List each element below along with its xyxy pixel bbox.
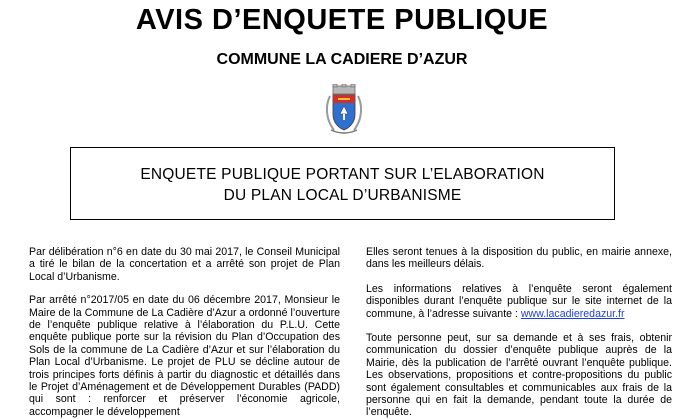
website-link[interactable]: www.lacadieredazur.fr	[520, 307, 625, 320]
paragraph-text: Les informations relatives à l’enquête seront également disponibles durant l’enquête publique sur le site internet de la commune, à l’adresse suivante :	[366, 282, 672, 320]
paragraph	[366, 283, 672, 320]
paragraph: Toute personne peut, sur sa demande et à ses frais, obtenir communication du dossier d’enquête publique auprès de la Mairie, dès la publication de l’arrêté ouvrant l’enquête publique. Les observations, propositions et contre-propositions du public sont également consultables et communicables aux frais de la personne qui en fait la demande, pendant toute la durée de l’enquête.	[366, 332, 672, 419]
right-column	[366, 246, 672, 419]
left-column	[29, 246, 340, 418]
paragraph: Par arrêté n°2017/05 en date du 06 décembre 2017, Monsieur le Maire de la Commune de La Cadière d’Azur a ordonné l’ouverture de l’enquête publique relative à l’élaboration du P.L.U. Cette enquête publique porte sur la révision du Plan d’Occupation des Sols de la commune de La Cadière d’Azur et sur l’élaboration du Plan Local d’Urbanisme. Le projet de PLU se décline autour de trois principes forts définis à partir du diagnostic et détaillés dans le Projet d’Aménagement et de Développement Durables (PADD) qui sont : renforcer et préserver l’économie agricole, accompagner le développement	[29, 294, 340, 418]
notice-box	[70, 147, 615, 220]
notice-box-line-2: DU PLAN LOCAL D’URBANISME	[223, 187, 462, 204]
paragraph: Elles seront tenues à la disposition du public, en mairie annexe, dans les meilleurs délais.	[366, 246, 672, 271]
page-subtitle: COMMUNE LA CADIERE D’AZUR	[216, 51, 468, 68]
page-title: AVIS D’ENQUETE PUBLIQUE	[135, 4, 549, 36]
notice-box-line-1: ENQUETE PUBLIQUE PORTANT SUR L’ELABORATION	[140, 166, 545, 183]
paragraph: Par délibération n°6 en date du 30 mai 2017, le Conseil Municipal a tiré le bilan de la concertation et a arrêté son projet de Plan Local d’Urbanisme.	[29, 246, 340, 283]
coat-of-arms-icon	[324, 84, 364, 136]
